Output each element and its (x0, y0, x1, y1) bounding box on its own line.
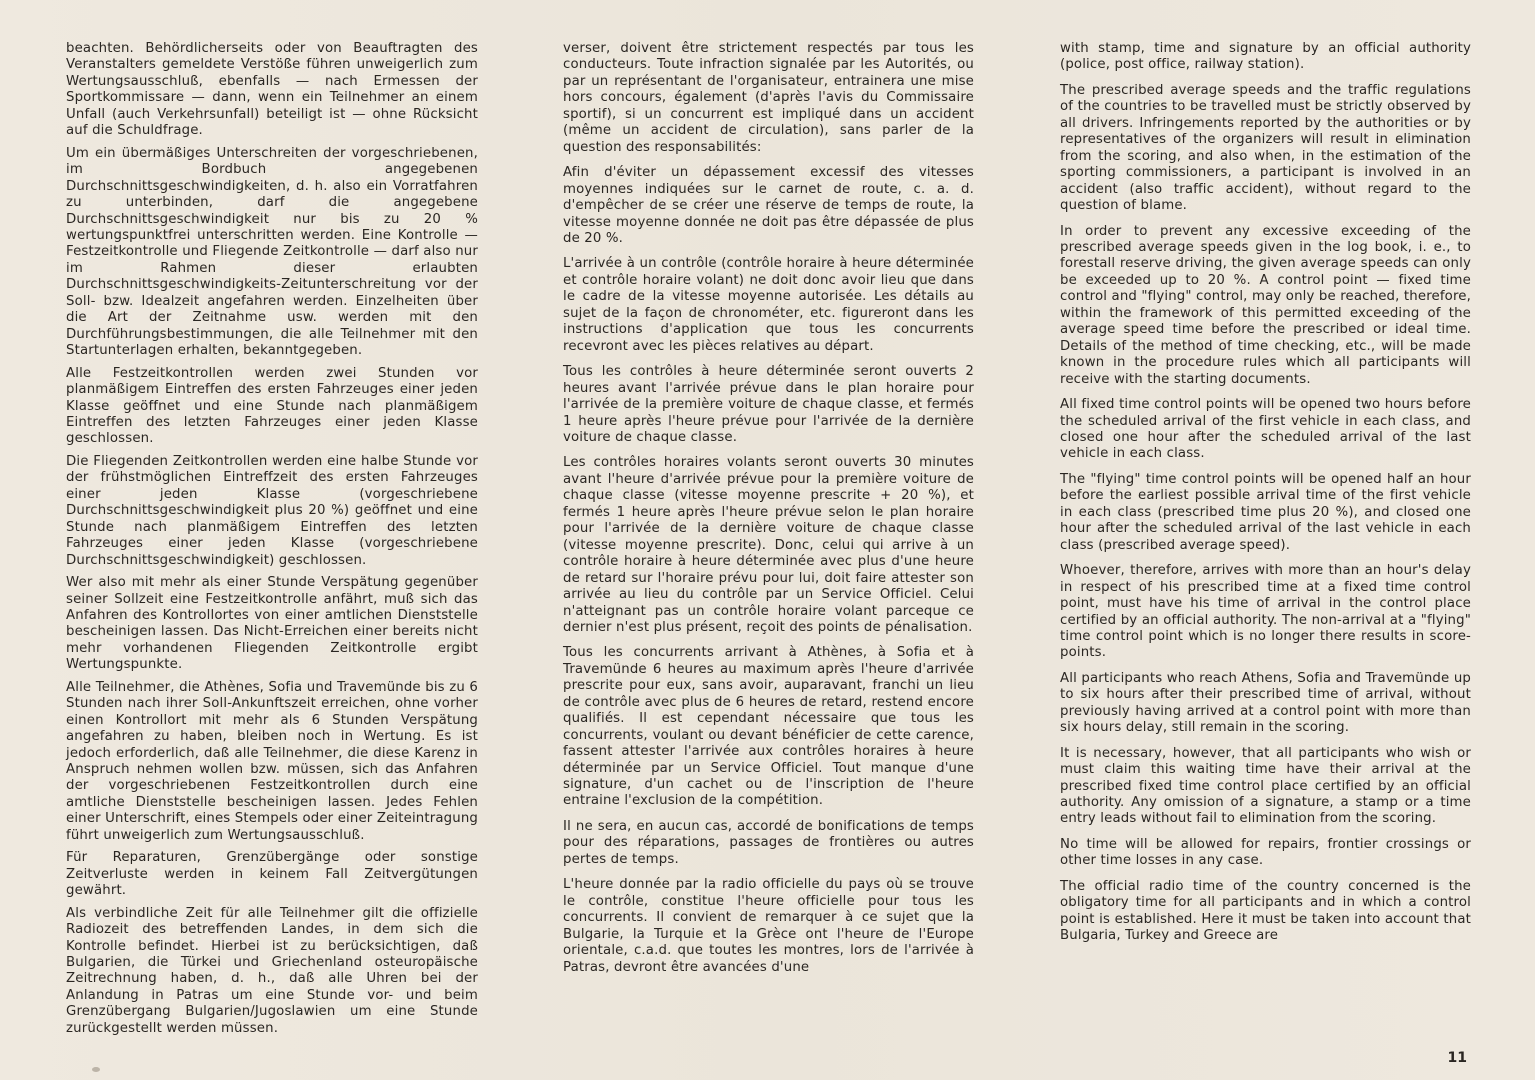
column-english (1060, 41, 1471, 954)
paragraph: Die Fliegenden Zeitkontrollen werden eine halbe Stunde vor der frühstmöglichen Eintreffzeit des ersten Fahrzeuges einer jeden Klasse (vorgeschriebene Durchschnittsgeschwindigkeit plus 20 %) geöffnet und eine Stunde nach planmäßigem Eintreffen des letzten Fahrzeuges einer jeden Klasse (vorgeschriebene Durchschnittsgeschwindigkeit) geschlossen. (66, 453, 478, 568)
paragraph: No time will be allowed for repairs, frontier crossings or other time losses in any case. (1060, 836, 1471, 869)
paragraph: Afin d'éviter un dépassement excessif des vitesses moyennes indiquées sur le carnet de route, c. a. d. d'empêcher de se créer une réserve de temps de route, la vitesse moyenne donnée ne doit pas être dépassée de plus de 20 %. (563, 165, 974, 246)
column-german (66, 41, 478, 1043)
paragraph: Il ne sera, en aucun cas, accordé de bonifications de temps pour des réparations, passages de frontières ou autres pertes de temps. (563, 818, 974, 867)
paragraph: The official radio time of the country concerned is the obligatory time for all participants and in which a control point is established. Here it must be taken into account that Bulgaria, Turkey and Greece are (1060, 878, 1471, 944)
paragraph: Alle Festzeitkontrollen werden zwei Stunden vor planmäßigem Eintreffen des ersten Fahrzeuges einer jeden Klasse geöffnet und eine Stunde nach planmäßigem Eintreffen des letzten Fahrzeuges einer jeden Klasse geschlossen. (66, 365, 478, 447)
paragraph: L'arrivée à un contrôle (contrôle horaire à heure déterminée et contrôle horaire volant) ne doit donc avoir lieu que dans le cadre de la vitesse moyenne autorisée. Les détails au sujet de la façon de chronométer, etc. figureront dans les instructions d'application que tous les concurrents recevront avec les pièces relatives au départ. (563, 256, 974, 354)
paper-spot (92, 1067, 100, 1072)
paragraph: The "flying" time control points will be opened half an hour before the earliest possible arrival time of the first vehicle in each class (prescribed time plus 20 %), and closed one hour after the scheduled arrival of the last vehicle in each class (prescribed average speed). (1060, 471, 1471, 553)
page-number: 11 (1447, 1050, 1467, 1066)
paragraph: verser, doivent être strictement respectés par tous les conducteurs. Toute infraction signalée par les Autorités, ou par un représentant de l'organisateur, entrainera une mise hors concours, également (d'après l'avis du Commissaire sportif), si un concurrent est impliqué dans un accident (même un accident de circulation), sans parler de la question des responsabilités: (563, 41, 974, 155)
column-french (563, 41, 974, 985)
paragraph: Alle Teilnehmer, die Athènes, Sofia und Travemünde bis zu 6 Stunden nach ihrer Soll-Ankunftszeit erreichen, ohne vorher einen Kontrollort mit mehr als 6 Stunden Verspätung angefahren zu haben, bleiben noch in Wertung. Es ist jedoch erforderlich, daß alle Teilnehmer, die diese Karenz in Anspruch nehmen wollen bzw. müssen, sich das Anfahren der vorgeschriebenen Festzeitkontrollen durch eine amtliche Dienststelle bescheinigen lassen. Jedes Fehlen einer Unterschrift, eines Stempels oder einer Zeiteintragung führt unweigerlich zum Wertungsausschluß. (66, 679, 478, 843)
paragraph: The prescribed average speeds and the traffic regulations of the countries to be travelled must be strictly observed by all drivers. Infringements reported by the authorities or by representatives of the organizers will result in elimination from the scoring, and also when, in the estimation of the sporting commissioners, a participant is involved in an accident (also traffic accident), without regard to the question of blame. (1060, 82, 1471, 214)
paragraph: beachten. Behördlicherseits oder von Beauftragten des Veranstalters gemeldete Verstöße führen unweigerlich zum Wertungsausschluß, ebenfalls — nach Ermessen der Sportkommissare — dann, wenn ein Teilnehmer an einem Unfall (auch Verkehrsunfall) beteiligt ist — ohne Rücksicht auf die Schuldfrage. (66, 41, 478, 139)
paragraph: Tous les concurrents arrivant à Athènes, à Sofia et à Travemünde 6 heures au maximum après l'heure d'arrivée prescrite pour eux, sans avoir, auparavant, franchi un lieu de contrôle avec plus de 6 heures de retard, restend encore qualifiés. Il est cependant nécessaire que tous les concurrents, voulant ou devant bénéficier de cette carence, fassent attester l'arrivée aux contrôles horaires à heure déterminée par un Service Officiel. Tout manque d'une signature, d'un cachet ou de l'inscription de l'heure entraine l'exclusion de la compétition. (563, 645, 974, 809)
paragraph: Tous les contrôles à heure déterminée seront ouverts 2 heures avant l'arrivée prévue dans le plan horaire pour l'arrivée de la première voiture de chaque classe, et fermés 1 heure après l'heure prévue pour l'arrivée de la dernière voiture de chaque classe. (563, 364, 974, 445)
paragraph: Les contrôles horaires volants seront ouverts 30 minutes avant l'heure d'arrivée prévue pour la première voiture de chaque classe (vitesse moyenne prescrite + 20 %), et fermés 1 heure après l'heure prévue selon le plan horaire pour l'arrivée de la dernière voiture de chaque classe (vitesse moyenne prescrite). Donc, celui qui arrive à un contrôle horaire à heure déterminée avec plus d'une heure de retard sur l'horaire prévu pour lui, doit faire attester son arrivée au lieu du contrôle par un Service Officiel. Celui n'atteignant pas un contrôle horaire volant parceque ce dernier n'est plus présent, reçoit des points de pénalisation. (563, 455, 974, 635)
paragraph: Whoever, therefore, arrives with more than an hour's delay in respect of his prescribed time at a fixed time control point, must have his time of arrival in the control place certified by an official authority. The non-arrival at a "flying" time control point which is no longer there results in score-points. (1060, 563, 1471, 661)
paragraph: All fixed time control points will be opened two hours before the scheduled arrival of the first vehicle in each class, and closed one hour after the scheduled arrival of the last vehicle in each class. (1060, 397, 1471, 462)
paragraph: It is necessary, however, that all participants who wish or must claim this waiting time have their arrival at the prescribed fixed time control place certified by an official authority. Any omission of a signature, a stamp or a time entry leads without fail to elimination from the scoring. (1060, 745, 1471, 827)
paragraph: L'heure donnée par la radio officielle du pays où se trouve le contrôle, constitue l'heure officielle pour tous les concurrents. Il convient de remarquer à ce sujet que la Bulgarie, la Turquie et la Grèce ont l'heure de l'Europe orientale, c.a.d. que toutes les montres, lors de l'arrivée à Patras, devront être avancées d'une (563, 877, 974, 975)
paragraph: Als verbindliche Zeit für alle Teilnehmer gilt die offizielle Radiozeit des betreffenden Landes, in dem sich die Kontrolle befindet. Hierbei ist zu berücksichtigen, daß Bulgarien, die Türkei und Griechenland osteuropäische Zeitrechnung haben, d. h., daß alle Uhren bei der Anlandung in Patras um eine Stunde vor- und beim Grenzübergang Bulgarien/Jugoslawien um eine Stunde zurückgestellt werden müssen. (66, 905, 478, 1036)
paragraph: Für Reparaturen, Grenzübergänge oder sonstige Zeitverluste werden in keinem Fall Zeitvergütungen gewährt. (66, 850, 478, 899)
paragraph: In order to prevent any excessive exceeding of the prescribed average speeds given in the log book, i. e., to forestall reserve driving, the given average speeds can only be exceeded up to 20 %. A control point — fixed time control and "flying" control, may only be reached, therefore, within the framework of this permitted exceeding of the average speed time before the prescribed or ideal time. Details of the method of time checking, etc., will be made known in the procedure rules which all participants will receive with the starting documents. (1060, 223, 1471, 387)
paragraph: All participants who reach Athens, Sofia and Travemünde up to six hours after their prescribed time of arrival, without previously having arrived at a control point with more than six hours delay, still remain in the scoring. (1060, 670, 1471, 736)
paragraph: Um ein übermäßiges Unterschreiten der vorgeschriebenen, im Bordbuch angegebenen Durchschnittsgeschwindigkeiten, d. h. also ein Vorratfahren zu unterbinden, darf die angegebene Durchschnittsgeschwindigkeit nur bis zu 20 % wertungspunktfrei unterschritten werden. Eine Kontrolle — Festzeitkontrolle und Fliegende Zeitkontrolle — darf also nur im Rahmen dieser erlaubten Durchschnittsgeschwindigkeits-Zeitunterschreitung vor der Soll- bzw. Idealzeit angefahren werden. Einzelheiten über die Art der Zeitnahme usw. werden mit den Durchführungsbestimmungen, die alle Teilnehmer mit den Startunterlagen erhalten, bekanntgegeben. (66, 145, 478, 359)
paragraph: with stamp, time and signature by an official authority (police, post office, railway station). (1060, 41, 1471, 73)
paragraph: Wer also mit mehr als einer Stunde Verspätung gegenüber seiner Sollzeit eine Festzeitkontrolle anfährt, muß sich das Anfahren des Kontrollortes von einer amtlichen Dienststelle bescheinigen lassen. Das Nicht-Erreichen einer bereits nicht mehr vorhandenen Fliegenden Zeitkontrolle ergibt Wertungspunkte. (66, 575, 478, 673)
